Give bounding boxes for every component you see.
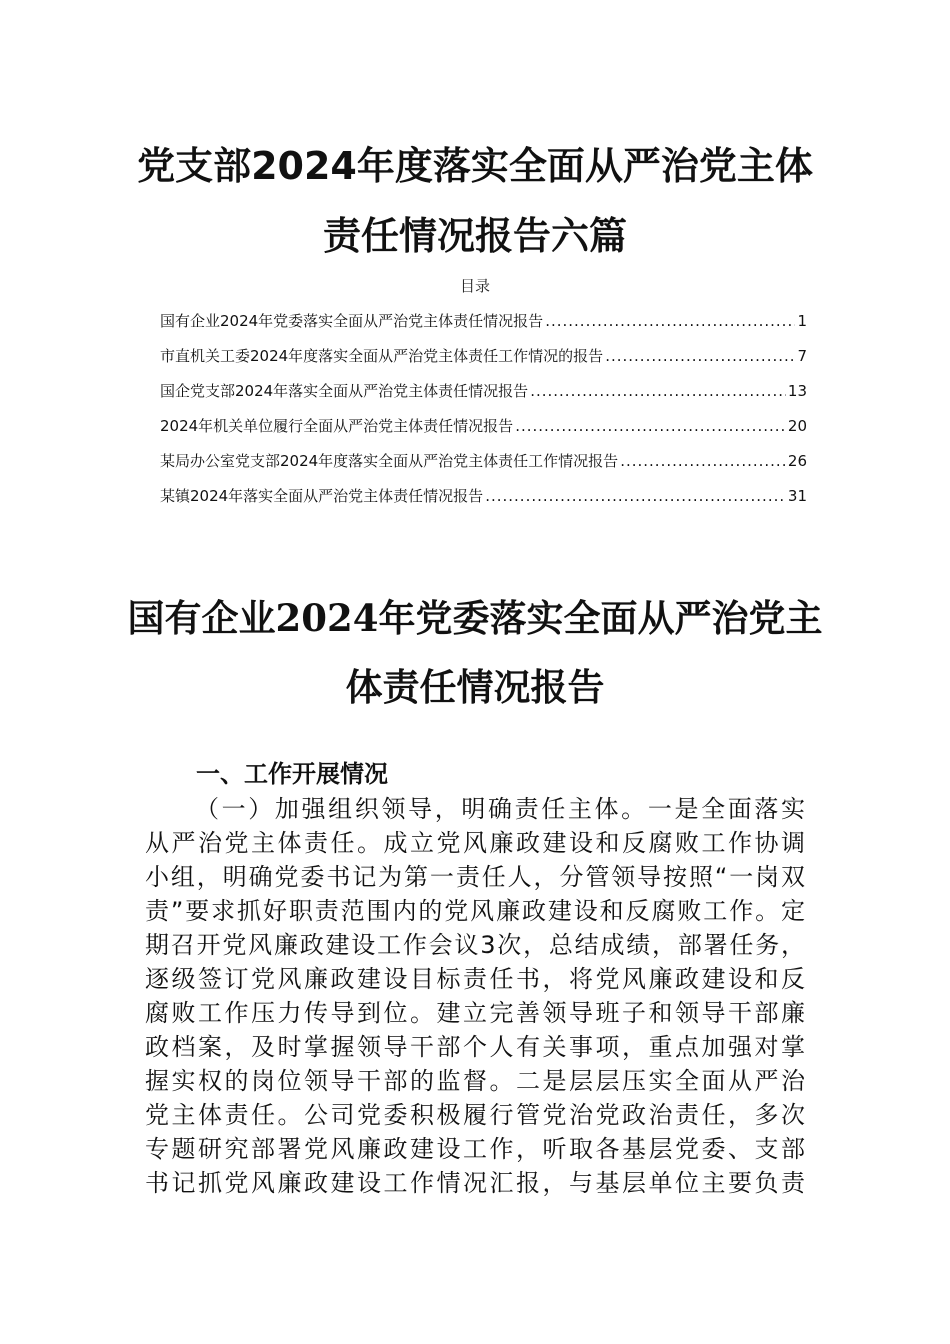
toc-item[interactable]: [160, 415, 807, 450]
paragraph-line: 期召开党风廉政建设工作会议3次，总结成绩，部署任务，: [145, 931, 805, 959]
toc-leader-dots: [530, 380, 786, 402]
toc-item-text: 某局办公室党支部2024年度落实全面从严治党主体责任工作情况报告: [160, 452, 619, 470]
paragraph-line: 小组，明确党委书记为第一责任人，分管领导按照“一岗双: [145, 863, 805, 891]
toc-item-text: 某镇2024年落实全面从严治党主体责任情况报告: [160, 487, 484, 505]
section-title-line-1: 国有企业2024年党委落实全面从严治党主: [127, 596, 823, 640]
toc-item-page: 20: [787, 417, 807, 435]
toc-item-text: 市直机关工委2024年度落实全面从严治党主体责任工作情况的报告: [160, 347, 604, 365]
toc-item-text: 2024年机关单位履行全面从严治党主体责任情况报告: [160, 417, 514, 435]
toc-item[interactable]: [160, 310, 807, 345]
paragraph-line: 责”要求抓好职责范围内的党风廉政建设和反腐败工作。定: [145, 897, 805, 925]
toc-item-page: 1: [797, 312, 807, 330]
document-title-line-2: 责任情况报告六篇: [322, 214, 627, 258]
toc-leader-dots: [485, 485, 786, 507]
toc-leader-dots: [545, 310, 795, 332]
toc-leader-dots: [620, 450, 786, 472]
toc-item-page: 31: [787, 487, 807, 505]
document-title-line-1: 党支部2024年度落实全面从严治党主体: [137, 144, 813, 188]
table-of-contents: [160, 310, 807, 520]
toc-leader-dots: [605, 345, 795, 367]
section-heading-1: 一、工作开展情况: [196, 760, 388, 788]
toc-heading: 目录: [459, 277, 490, 295]
toc-item-page: 13: [787, 382, 807, 400]
toc-leader-dots: [515, 415, 786, 437]
paragraph-line: 从严治党主体责任。成立党风廉政建设和反腐败工作协调: [145, 829, 805, 857]
paragraph-line: 腐败工作压力传导到位。建立完善领导班子和领导干部廉: [145, 999, 805, 1027]
toc-item[interactable]: [160, 345, 807, 380]
paragraph-line: 政档案，及时掌握领导干部个人有关事项，重点加强对掌: [145, 1033, 805, 1061]
paragraph-line: 逐级签订党风廉政建设目标责任书，将党风廉政建设和反: [145, 965, 805, 993]
paragraph-line: 专题研究部署党风廉政建设工作，听取各基层党委、支部: [145, 1135, 805, 1163]
toc-item-text: 国有企业2024年党委落实全面从严治党主体责任情况报告: [160, 312, 544, 330]
toc-item[interactable]: [160, 380, 807, 415]
toc-item[interactable]: [160, 485, 807, 520]
toc-item-page: 26: [787, 452, 807, 470]
paragraph-line: （一）加强组织领导，明确责任主体。一是全面落实: [195, 795, 805, 823]
paragraph-line: 握实权的岗位领导干部的监督。二是层层压实全面从严治: [145, 1067, 805, 1095]
toc-item-page: 7: [797, 347, 807, 365]
section-title-line-2: 体责任情况报告: [345, 665, 605, 709]
toc-item-text: 国企党支部2024年落实全面从严治党主体责任情况报告: [160, 382, 529, 400]
paragraph-line: 书记抓党风廉政建设工作情况汇报，与基层单位主要负责: [145, 1169, 805, 1197]
toc-item[interactable]: [160, 450, 807, 485]
paragraph-line: 党主体责任。公司党委积极履行管党治党政治责任，多次: [145, 1101, 805, 1129]
